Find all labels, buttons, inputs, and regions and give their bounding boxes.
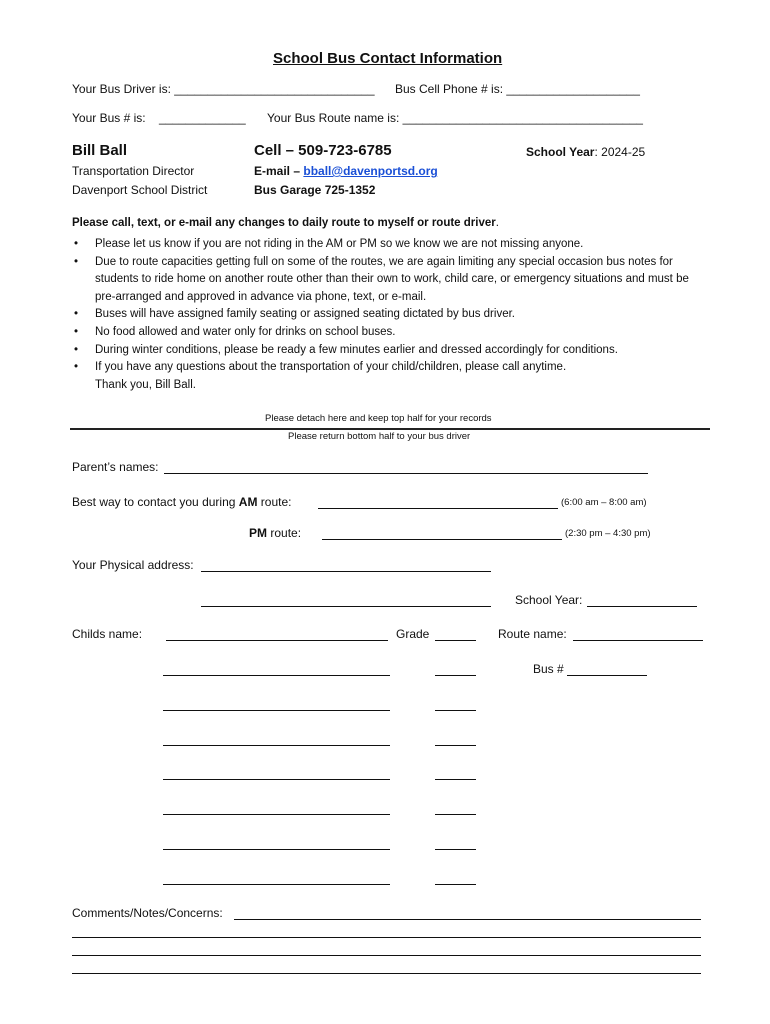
bus-cell-blank[interactable]: ____________________ — [506, 82, 640, 96]
notice-intro — [72, 217, 499, 229]
comments-field-line-1[interactable] — [234, 919, 701, 920]
route-name-label: Route name: — [498, 627, 567, 641]
list-item — [72, 306, 712, 324]
district-name: Davenport School District — [72, 183, 208, 197]
list-item-text: No food allowed and water only for drinks on school buses. — [95, 325, 396, 338]
list-item — [72, 359, 712, 377]
bullet-icon: • — [74, 255, 79, 268]
notice-intro-end: . — [495, 217, 499, 229]
list-item-text: Due to route capacities getting full on some of the routes, we are again limiting any special occasion bus notes for students to ride home on another route other than their own to work, child care, or emergency situations and must be pre-arranged and approved in advance via phone, text, or e-mail. — [95, 255, 689, 303]
parents-names-label: Parent’s names: — [72, 460, 159, 474]
child-name-field[interactable] — [166, 640, 388, 641]
child-grade-field[interactable] — [435, 884, 476, 885]
pm-contact-label — [249, 526, 301, 540]
bus-number-form-field[interactable] — [567, 675, 647, 676]
bus-cell-field — [395, 82, 640, 96]
director-name: Bill Ball — [72, 142, 128, 159]
am-contact-label — [72, 495, 291, 509]
bullet-icon: • — [74, 238, 79, 250]
am-label: AM — [238, 495, 258, 509]
child-grade-field[interactable] — [435, 745, 476, 746]
bus-driver-field — [72, 82, 375, 96]
comments-field-line-4[interactable] — [72, 973, 701, 974]
bus-route-name-field — [267, 111, 643, 125]
child-grade-field[interactable] — [435, 640, 476, 641]
bus-number-field — [72, 111, 246, 125]
form-school-year-field[interactable] — [587, 606, 697, 607]
child-grade-field[interactable] — [435, 849, 476, 850]
am-time-range: (6:00 am – 8:00 am) — [561, 497, 647, 508]
child-grade-field[interactable] — [435, 779, 476, 780]
bus-number-form-label: Bus # — [533, 662, 564, 676]
pm-label: PM — [249, 526, 267, 540]
list-item-text: Please let us know if you are not riding in the AM or PM so we know we are not missing anyone. — [95, 238, 584, 250]
child-name-field[interactable] — [163, 849, 390, 850]
child-name-field[interactable] — [163, 745, 390, 746]
child-grade-field[interactable] — [435, 710, 476, 711]
child-name-field[interactable] — [163, 814, 390, 815]
thank-you-note: Thank you, Bill Ball. — [95, 379, 196, 391]
bus-driver-blank[interactable]: ______________________________ — [174, 82, 375, 96]
email-link[interactable]: bball@davenportsd.org — [303, 164, 438, 178]
comments-field-line-2[interactable] — [72, 937, 701, 938]
address-field-line-2[interactable] — [201, 606, 491, 607]
grade-label: Grade — [396, 627, 430, 641]
school-year-value: : 2024-25 — [594, 145, 646, 159]
comments-label: Comments/Notes/Concerns: — [72, 906, 223, 920]
address-field-line-1[interactable] — [201, 571, 491, 572]
notice-list — [72, 236, 712, 377]
bus-number-label: Your Bus # is: — [72, 111, 146, 125]
bus-number-blank[interactable]: _____________ — [158, 111, 246, 125]
detach-line — [70, 428, 710, 430]
form-school-year-label: School Year: — [515, 593, 583, 607]
comments-field-line-3[interactable] — [72, 955, 701, 956]
pm-route-word: route: — [270, 526, 302, 540]
list-item-text: During winter conditions, please be ready a few minutes earlier and dressed accordingly for conditions. — [95, 343, 618, 356]
school-year-header — [526, 145, 645, 159]
director-cell: Cell – 509-723-6785 — [254, 142, 392, 159]
list-item-text: If you have any questions about the transportation of your child/children, please call anytime. — [95, 361, 567, 374]
list-item — [72, 254, 712, 307]
bus-cell-label: Bus Cell Phone # is: — [395, 82, 504, 96]
list-item — [72, 236, 712, 254]
director-title: Transportation Director — [72, 164, 195, 178]
contact-during-text: Best way to contact you during — [72, 495, 236, 509]
child-name-field[interactable] — [163, 779, 390, 780]
child-grade-field[interactable] — [435, 814, 476, 815]
list-item — [72, 342, 712, 360]
return-note: Please return bottom half to your bus driver — [288, 431, 471, 442]
page-title: School Bus Contact Information — [273, 50, 503, 67]
child-name-field[interactable] — [163, 884, 390, 885]
child-grade-field[interactable] — [435, 675, 476, 676]
bus-garage-phone: Bus Garage 725-1352 — [254, 183, 376, 197]
bullet-icon: • — [74, 308, 79, 321]
bullet-icon: • — [74, 361, 79, 374]
bullet-icon: • — [74, 343, 79, 356]
child-name-field[interactable] — [163, 675, 390, 676]
address-label: Your Physical address: — [72, 558, 194, 572]
list-item-text: Buses will have assigned family seating or assigned seating dictated by bus driver. — [95, 308, 515, 321]
parents-names-field[interactable] — [164, 473, 648, 474]
detach-note: Please detach here and keep top half for your records — [265, 413, 492, 424]
bus-driver-label: Your Bus Driver is: — [72, 82, 171, 96]
list-item — [72, 324, 712, 342]
director-email-line — [254, 164, 438, 178]
childs-name-label: Childs name: — [72, 627, 143, 641]
school-year-label: School Year — [526, 145, 595, 159]
am-contact-field[interactable] — [318, 508, 558, 509]
bullet-icon: • — [74, 325, 79, 338]
email-prefix: E-mail – — [254, 164, 301, 178]
am-route-word: route: — [260, 495, 292, 509]
pm-contact-field[interactable] — [322, 539, 562, 540]
notice-intro-text: Please call, text, or e-mail any changes to daily route to myself or route driver — [72, 217, 496, 229]
bus-route-name-label: Your Bus Route name is: — [267, 111, 400, 125]
route-name-field[interactable] — [573, 640, 703, 641]
bus-route-name-blank[interactable]: ____________________________________ — [402, 111, 643, 125]
pm-time-range: (2:30 pm – 4:30 pm) — [565, 528, 651, 539]
child-name-field[interactable] — [163, 710, 390, 711]
